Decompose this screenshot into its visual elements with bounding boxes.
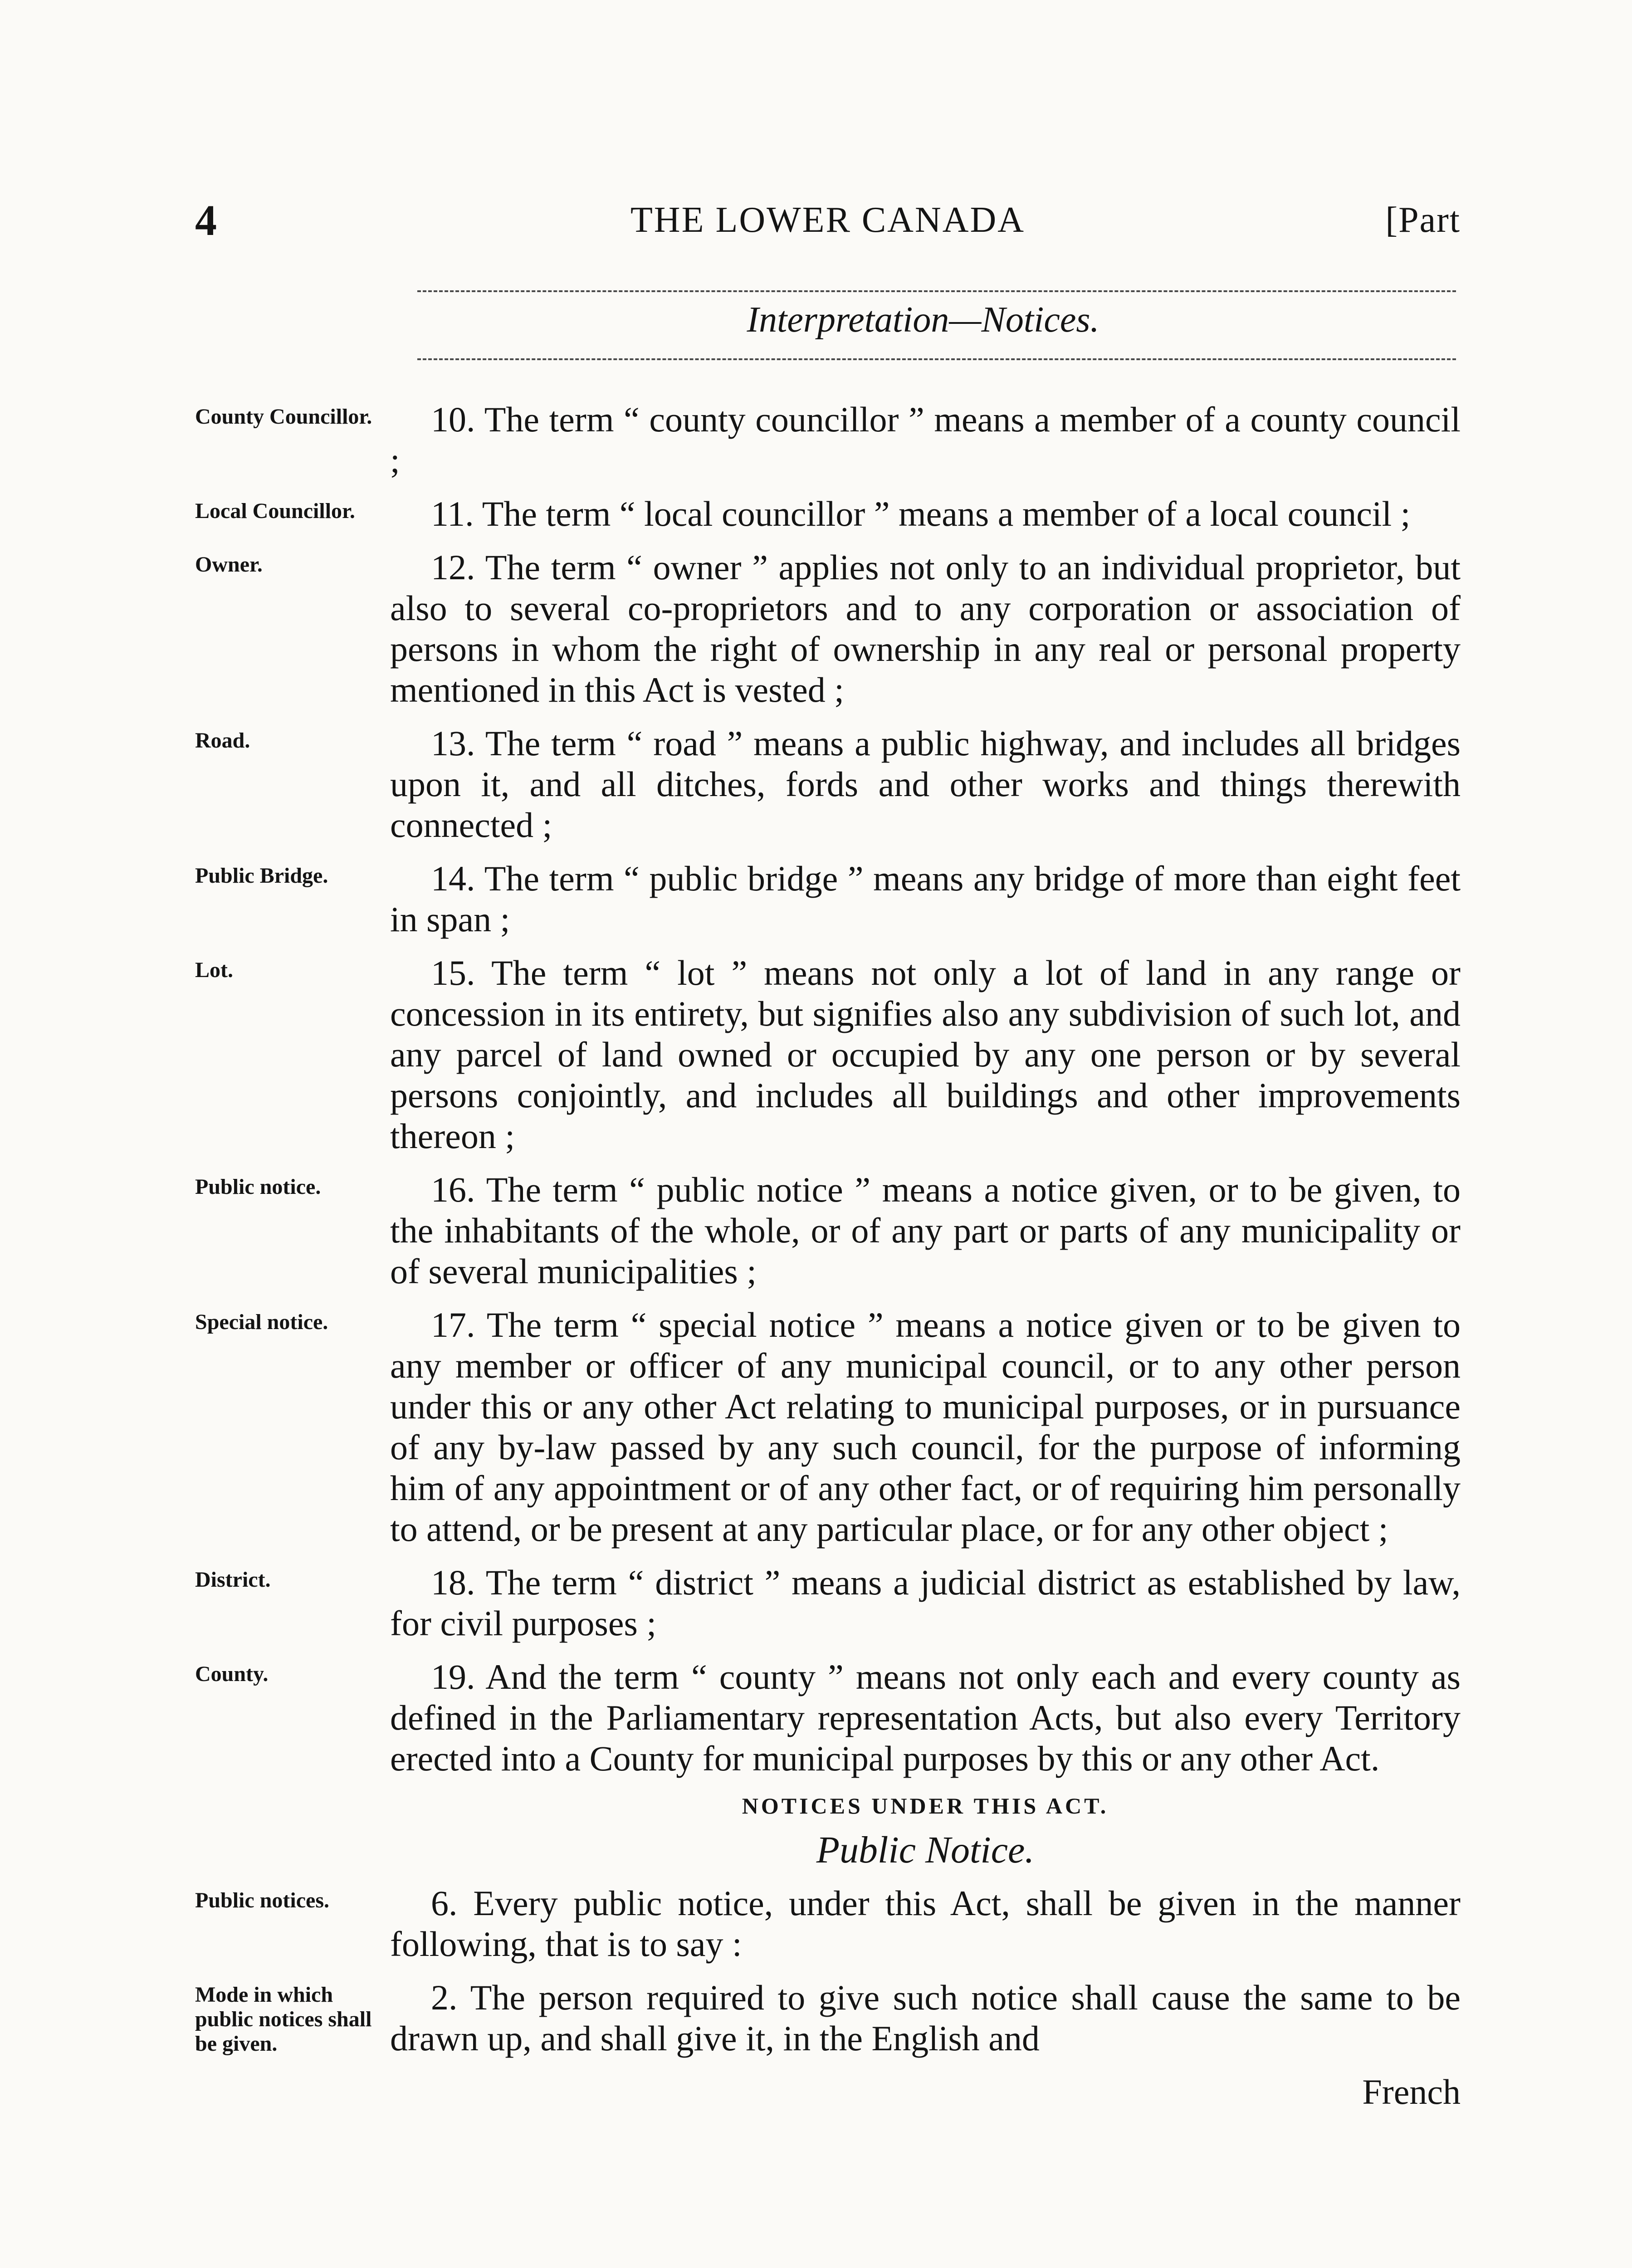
margin-note: Public notice. <box>195 1175 321 1199</box>
margin-note: District. <box>195 1568 271 1592</box>
section-text: 17. The term “ special notice ” means a notice given or to be given to any member or officer of any municipal council, or to any other person under this or any other Act relating to municipal purposes, or in pursuance of any by-law passed by any such council, for the purpose of informing him of any appointment or of any other fact, or of requiring him personally to attend, or be present at any particular place, or for any other object ; <box>390 1305 1461 1549</box>
margin-note: Mode in which public notices shall be given. <box>195 1983 372 2056</box>
notices-heading: NOTICES UNDER THIS ACT. <box>742 1793 1109 1818</box>
section-text: 13. The term “ road ” means a public highway, and includes all bridges upon it, and all ditches, fords and other works and things therewith connected ; <box>390 723 1461 845</box>
section-subhead: Interpretation—Notices. <box>747 300 1099 340</box>
section-text: 18. The term “ district ” means a judicial district as established by law, for civil purposes ; <box>390 1563 1461 1643</box>
top-divider <box>417 290 1456 292</box>
running-title: THE LOWER CANADA <box>630 200 1026 240</box>
section-text: 11. The term “ local councillor ” means a member of a local council ; <box>431 494 1411 533</box>
page-body <box>195 399 1461 2112</box>
margin-note: Lot. <box>195 958 233 982</box>
margin-note: County Councillor. <box>195 405 372 429</box>
public-notice-heading: Public Notice. <box>816 1829 1035 1871</box>
margin-note: Road. <box>195 728 250 753</box>
section-11 <box>195 494 1461 534</box>
section-text: 10. The term “ county councillor ” means a member of a county council ; <box>390 400 1461 480</box>
margin-note: Public Bridge. <box>195 864 328 888</box>
part-label: [Part <box>1385 200 1461 240</box>
section-18 <box>195 1562 1461 1644</box>
margin-note: Owner. <box>195 552 263 577</box>
page-number: 4 <box>195 196 217 244</box>
section-15 <box>195 953 1461 1157</box>
section-16 <box>195 1169 1461 1292</box>
section-text: 16. The term “ public notice ” means a notice given, or to be given, to the inhabitants of the whole, or of any part or parts of any municipality or of several municipalities ; <box>390 1170 1461 1291</box>
section-text: 14. The term “ public bridge ” means any bridge of more than eight feet in span ; <box>390 859 1461 939</box>
section-6 <box>195 1883 1461 1965</box>
margin-note: Special notice. <box>195 1310 328 1334</box>
catchword: French <box>1362 2072 1461 2112</box>
section-13 <box>195 723 1461 846</box>
margin-note: Local Councillor. <box>195 499 355 523</box>
section-text: 15. The term “ lot ” means not only a lot of land in any range or concession in its entirety, but signifies also any subdivision of such lot, and any parcel of land owned or occupied by any one person or by several persons conjointly, and includes all buildings and other improvements thereon ; <box>390 953 1461 1156</box>
margin-note: Public notices. <box>195 1888 329 1912</box>
page-header <box>195 195 1461 245</box>
section-text: 19. And the term “ county ” means not only each and every county as defined in the Parliamentary representation Acts, but also every Territory erected into a County for municipal purposes by this or any other Act. <box>390 1657 1461 1778</box>
margin-note: County. <box>195 1662 269 1686</box>
section-14 <box>195 858 1461 940</box>
section-12 <box>195 547 1461 710</box>
section-text: 6. Every public notice, under this Act, shall be given in the manner following, that is to say : <box>390 1883 1461 1964</box>
section-6-2 <box>195 1977 1461 2059</box>
section-text: 12. The term “ owner ” applies not only to an individual proprietor, but also to several co-proprietors and to any corporation or association of persons in whom the right of ownership in any real or personal property mentioned in this Act is vested ; <box>390 547 1461 709</box>
section-10 <box>195 399 1461 481</box>
section-text: 2. The person required to give such notice shall cause the same to be drawn up, and shall give it, in the English and <box>390 1978 1461 2058</box>
section-19 <box>195 1657 1461 1779</box>
section-17 <box>195 1305 1461 1549</box>
bottom-divider <box>417 358 1456 360</box>
